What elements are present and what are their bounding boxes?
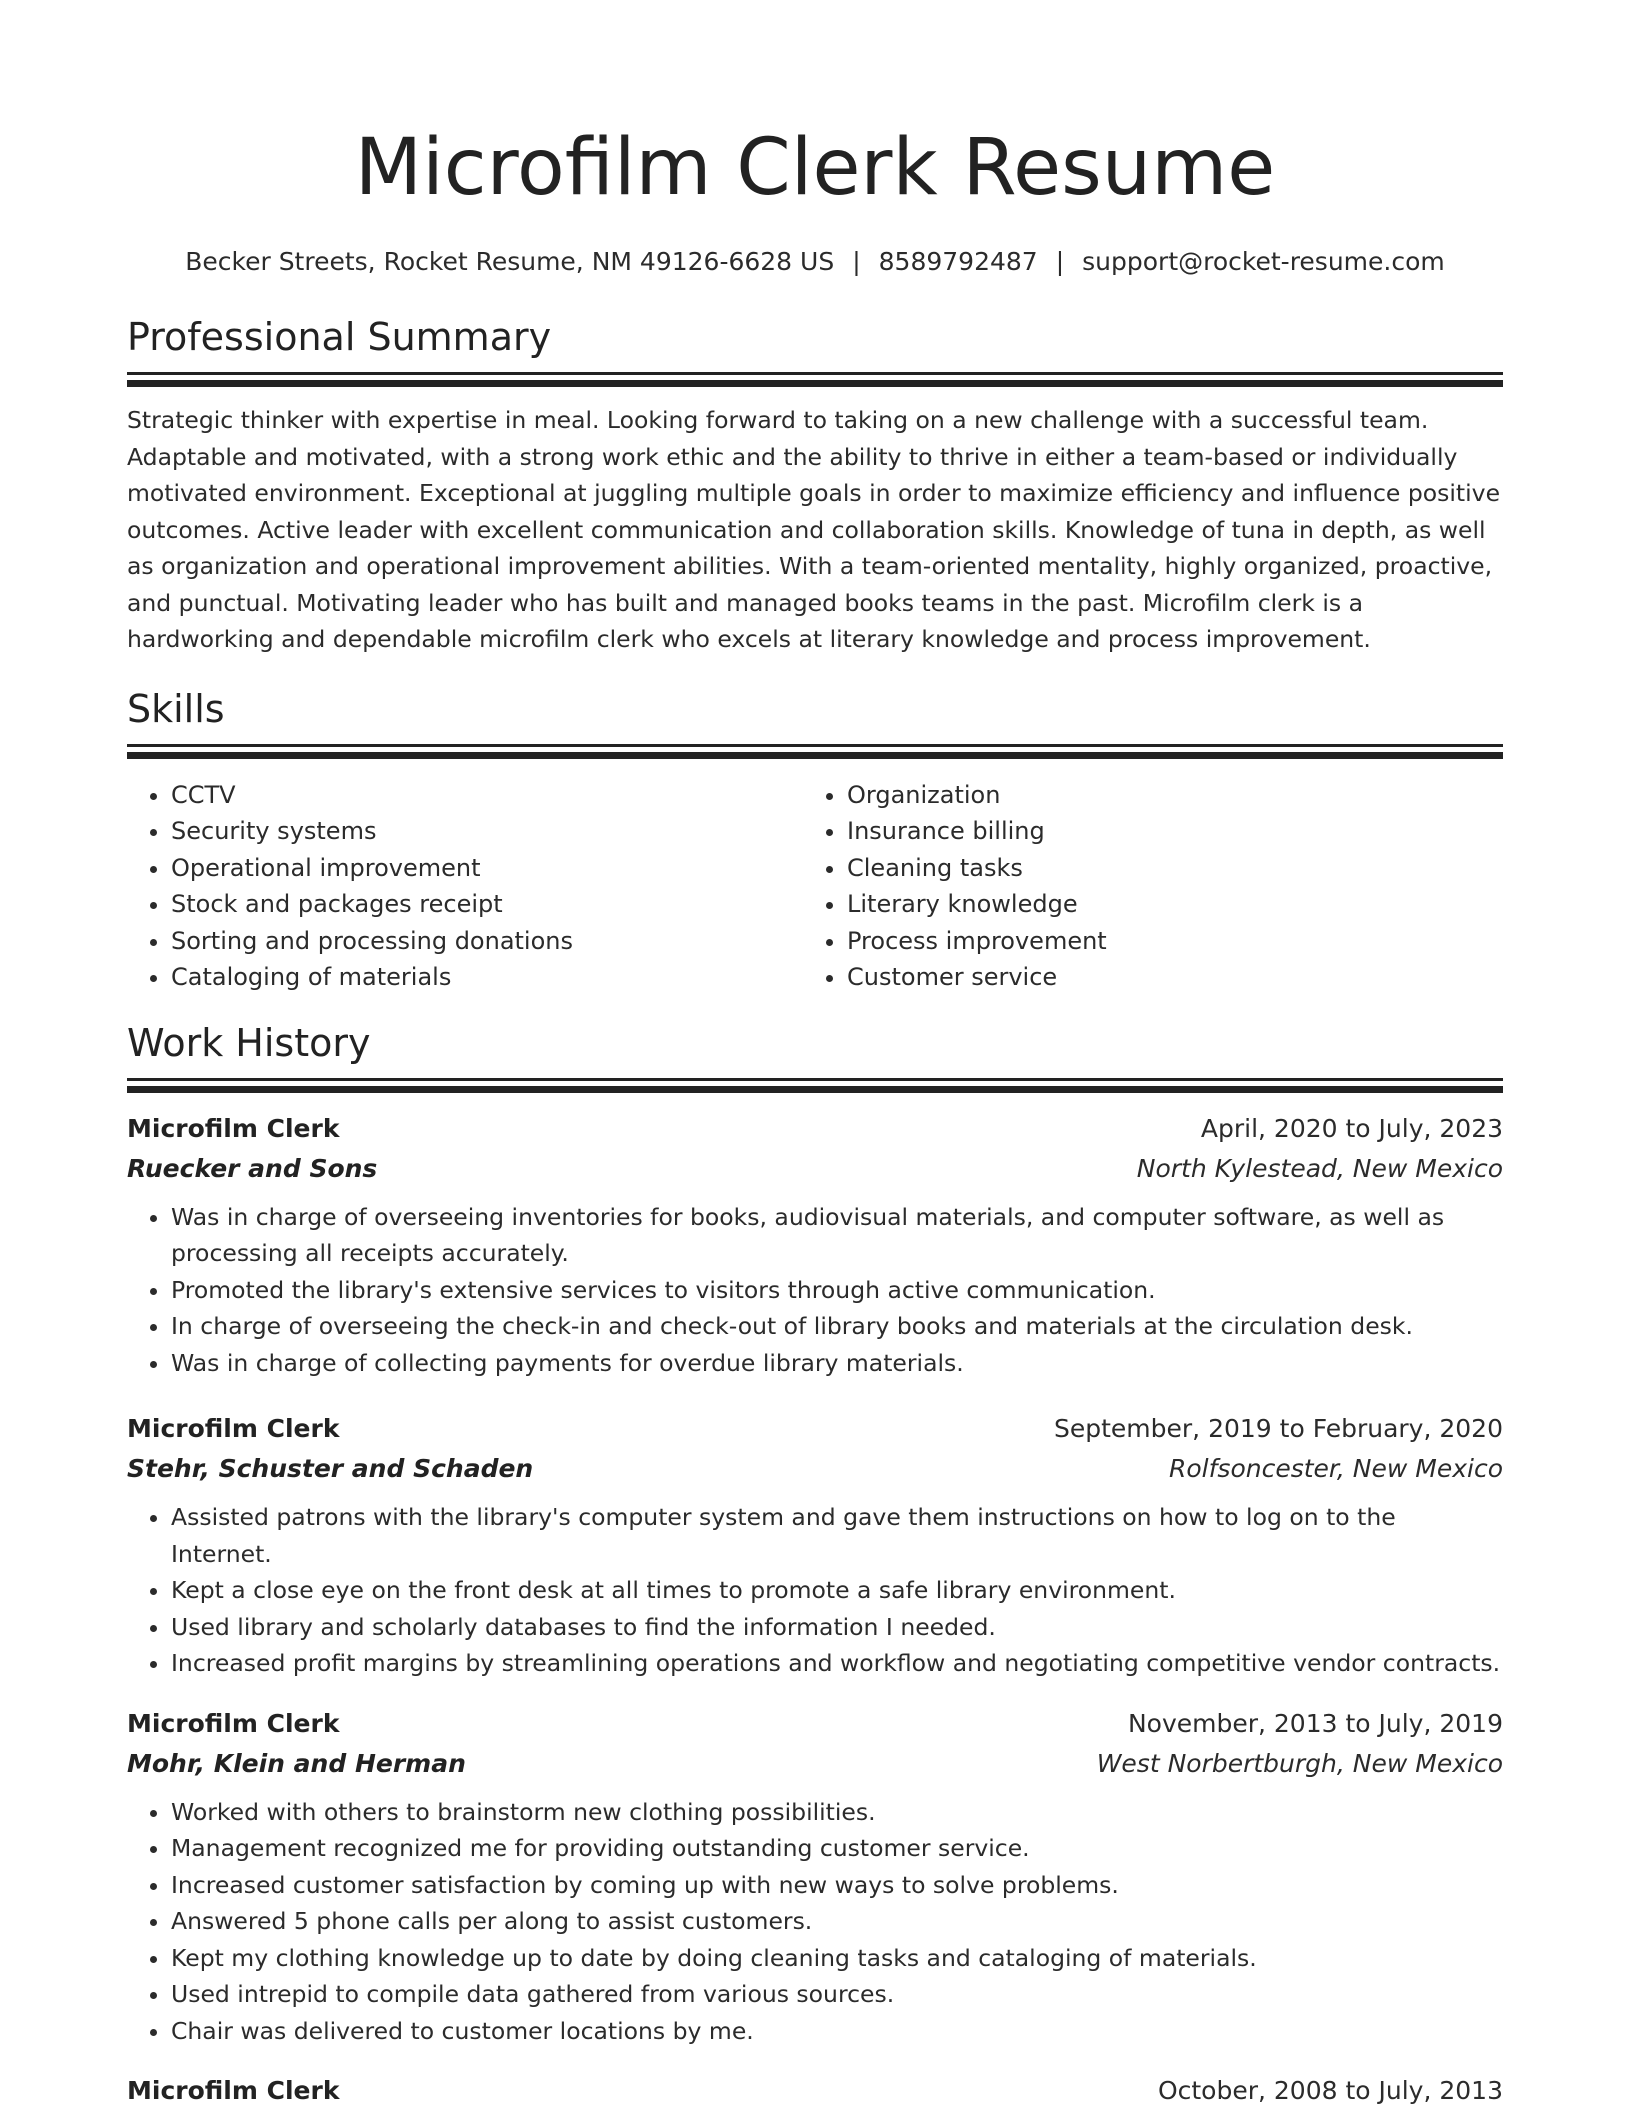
contact-separator: |: [1055, 247, 1065, 276]
contact-email: support@rocket-resume.com: [1082, 247, 1445, 276]
job-bullet: • Was in charge of overseeing inventories for books, audiovisual materials, and computer software, as well as processing all receipts accurately.: [171, 1199, 1503, 1272]
section-divider: [127, 372, 1503, 375]
job-bullet: • Kept a close eye on the front desk at all times to promote a safe library environment.: [171, 1572, 1503, 1609]
job-subheader: [127, 1449, 1503, 1489]
job-bullet: • In charge of overseeing the check-in and check-out of library books and materials at the circulation desk.: [171, 1308, 1503, 1345]
section-divider: [127, 744, 1503, 747]
job-bullet: • Used library and scholarly databases to find the information I needed.: [171, 1609, 1503, 1646]
summary-text: Strategic thinker with expertise in meal. Looking forward to taking on a new challenge with a successful team. Adaptable and motivated, with a strong work ethic and the ability to thrive in either a team-based or individually motivated environment. Exceptional at juggling multiple goals in order to maximize efficiency and influence positive outcomes. Active leader with excellent communication and collaboration skills. Knowledge of tuna in depth, as well as organization and operational improvement abilities. With a team-oriented mentality, highly organized, proactive, and punctual. Motivating leader who has built and managed books teams in the past. Microfilm clerk is a hardworking and dependable microfilm clerk who excels at literary knowledge and process improvement.: [127, 406, 1501, 653]
job-title: Microfilm Clerk: [127, 2076, 340, 2105]
job-dates: October, 2008 to July, 2013: [1157, 2076, 1503, 2105]
job-bullets: [127, 1499, 1503, 1682]
job-header: [127, 2071, 1503, 2111]
section-divider-thick: [127, 1086, 1503, 1093]
skill-item: • CCTV: [171, 777, 803, 814]
job-entry: [127, 1704, 1503, 2050]
job-bullet: • Management recognized me for providing outstanding customer service.: [171, 1830, 1503, 1867]
contact-address: Becker Streets, Rocket Resume, NM 49126-6628 US: [185, 247, 835, 276]
skill-item: • Customer service: [847, 959, 1479, 996]
section-divider-thick: [127, 752, 1503, 759]
skill-item: • Cleaning tasks: [847, 850, 1479, 887]
job-bullets: [127, 1199, 1503, 1382]
skills-heading: Skills: [127, 686, 225, 731]
contact-separator: |: [852, 247, 861, 276]
job-entry: [127, 2071, 1503, 2111]
job-bullet: • Increased profit margins by streamlining operations and workflow and negotiating competitive vendor contracts.: [171, 1645, 1503, 1682]
skill-item: • Process improvement: [847, 923, 1479, 960]
work-section: [127, 1018, 1503, 2112]
job-subheader: [127, 1149, 1503, 1189]
skill-item: • Cataloging of materials: [171, 959, 803, 996]
section-divider: [127, 1078, 1503, 1081]
job-title: Microfilm Clerk: [127, 1113, 340, 1143]
job-header: [127, 1704, 1503, 1744]
section-divider-thick: [127, 380, 1503, 387]
job-location: Rolfsoncester, New Mexico: [1169, 1454, 1503, 1483]
job-bullet: • Used intrepid to compile data gathered from various sources.: [171, 1976, 1503, 2013]
job-title: Microfilm Clerk: [127, 1708, 340, 1738]
job-bullet: • Chair was delivered to customer locations by me.: [171, 2013, 1503, 2050]
resume-page: [127, 0, 1503, 2111]
skill-item: • Stock and packages receipt: [171, 886, 803, 923]
summary-section: [127, 312, 1503, 658]
skill-item: • Sorting and processing donations: [171, 923, 803, 960]
skill-item: • Insurance billing: [847, 813, 1479, 850]
job-header: [127, 1109, 1503, 1149]
skill-item: • Literary knowledge: [847, 886, 1479, 923]
contact-line: [127, 244, 1503, 280]
job-dates: September, 2019 to February, 2020: [1054, 1414, 1503, 1443]
job-bullet: • Increased customer satisfaction by coming up with new ways to solve problems.: [171, 1867, 1503, 1904]
skills-columns: [127, 777, 1503, 996]
resume-title: Microfilm Clerk Resume: [354, 123, 1276, 213]
job-bullet: • Promoted the library's extensive services to visitors through active communication.: [171, 1272, 1503, 1309]
job-entry: [127, 1409, 1503, 1682]
contact-phone: 8589792487: [878, 247, 1038, 276]
job-bullet: • Was in charge of collecting payments for overdue library materials.: [171, 1345, 1503, 1382]
job-bullet: • Assisted patrons with the library's computer system and gave them instructions on how to log on to the Internet.: [171, 1499, 1503, 1572]
skills-list-right: [803, 777, 1479, 996]
job-bullets: [127, 1794, 1503, 2050]
work-heading: Work History: [127, 1020, 371, 1065]
skills-list-left: [127, 777, 803, 996]
job-company: Stehr, Schuster and Schaden: [127, 1454, 534, 1483]
job-bullet: • Kept my clothing knowledge up to date by doing cleaning tasks and cataloging of materials.: [171, 1940, 1503, 1977]
job-subheader: [127, 1744, 1503, 1784]
job-header: [127, 1409, 1503, 1449]
job-dates: November, 2013 to July, 2019: [1127, 1708, 1503, 1738]
job-location: North Kylestead, New Mexico: [1136, 1153, 1503, 1183]
skill-item: • Security systems: [171, 813, 803, 850]
job-title: Microfilm Clerk: [127, 1414, 340, 1443]
job-company: Mohr, Klein and Herman: [127, 1748, 466, 1778]
job-dates: April, 2020 to July, 2023: [1200, 1113, 1503, 1143]
skill-item: • Operational improvement: [171, 850, 803, 887]
job-bullet: • Worked with others to brainstorm new clothing possibilities.: [171, 1794, 1503, 1831]
job-entry: [127, 1109, 1503, 1382]
job-company: Ruecker and Sons: [127, 1153, 378, 1183]
job-location: West Norbertburgh, New Mexico: [1096, 1748, 1503, 1778]
summary-heading: Professional Summary: [127, 315, 552, 359]
job-bullet: • Answered 5 phone calls per along to assist customers.: [171, 1903, 1503, 1940]
skill-item: • Organization: [847, 777, 1479, 814]
skills-section: [127, 684, 1503, 996]
